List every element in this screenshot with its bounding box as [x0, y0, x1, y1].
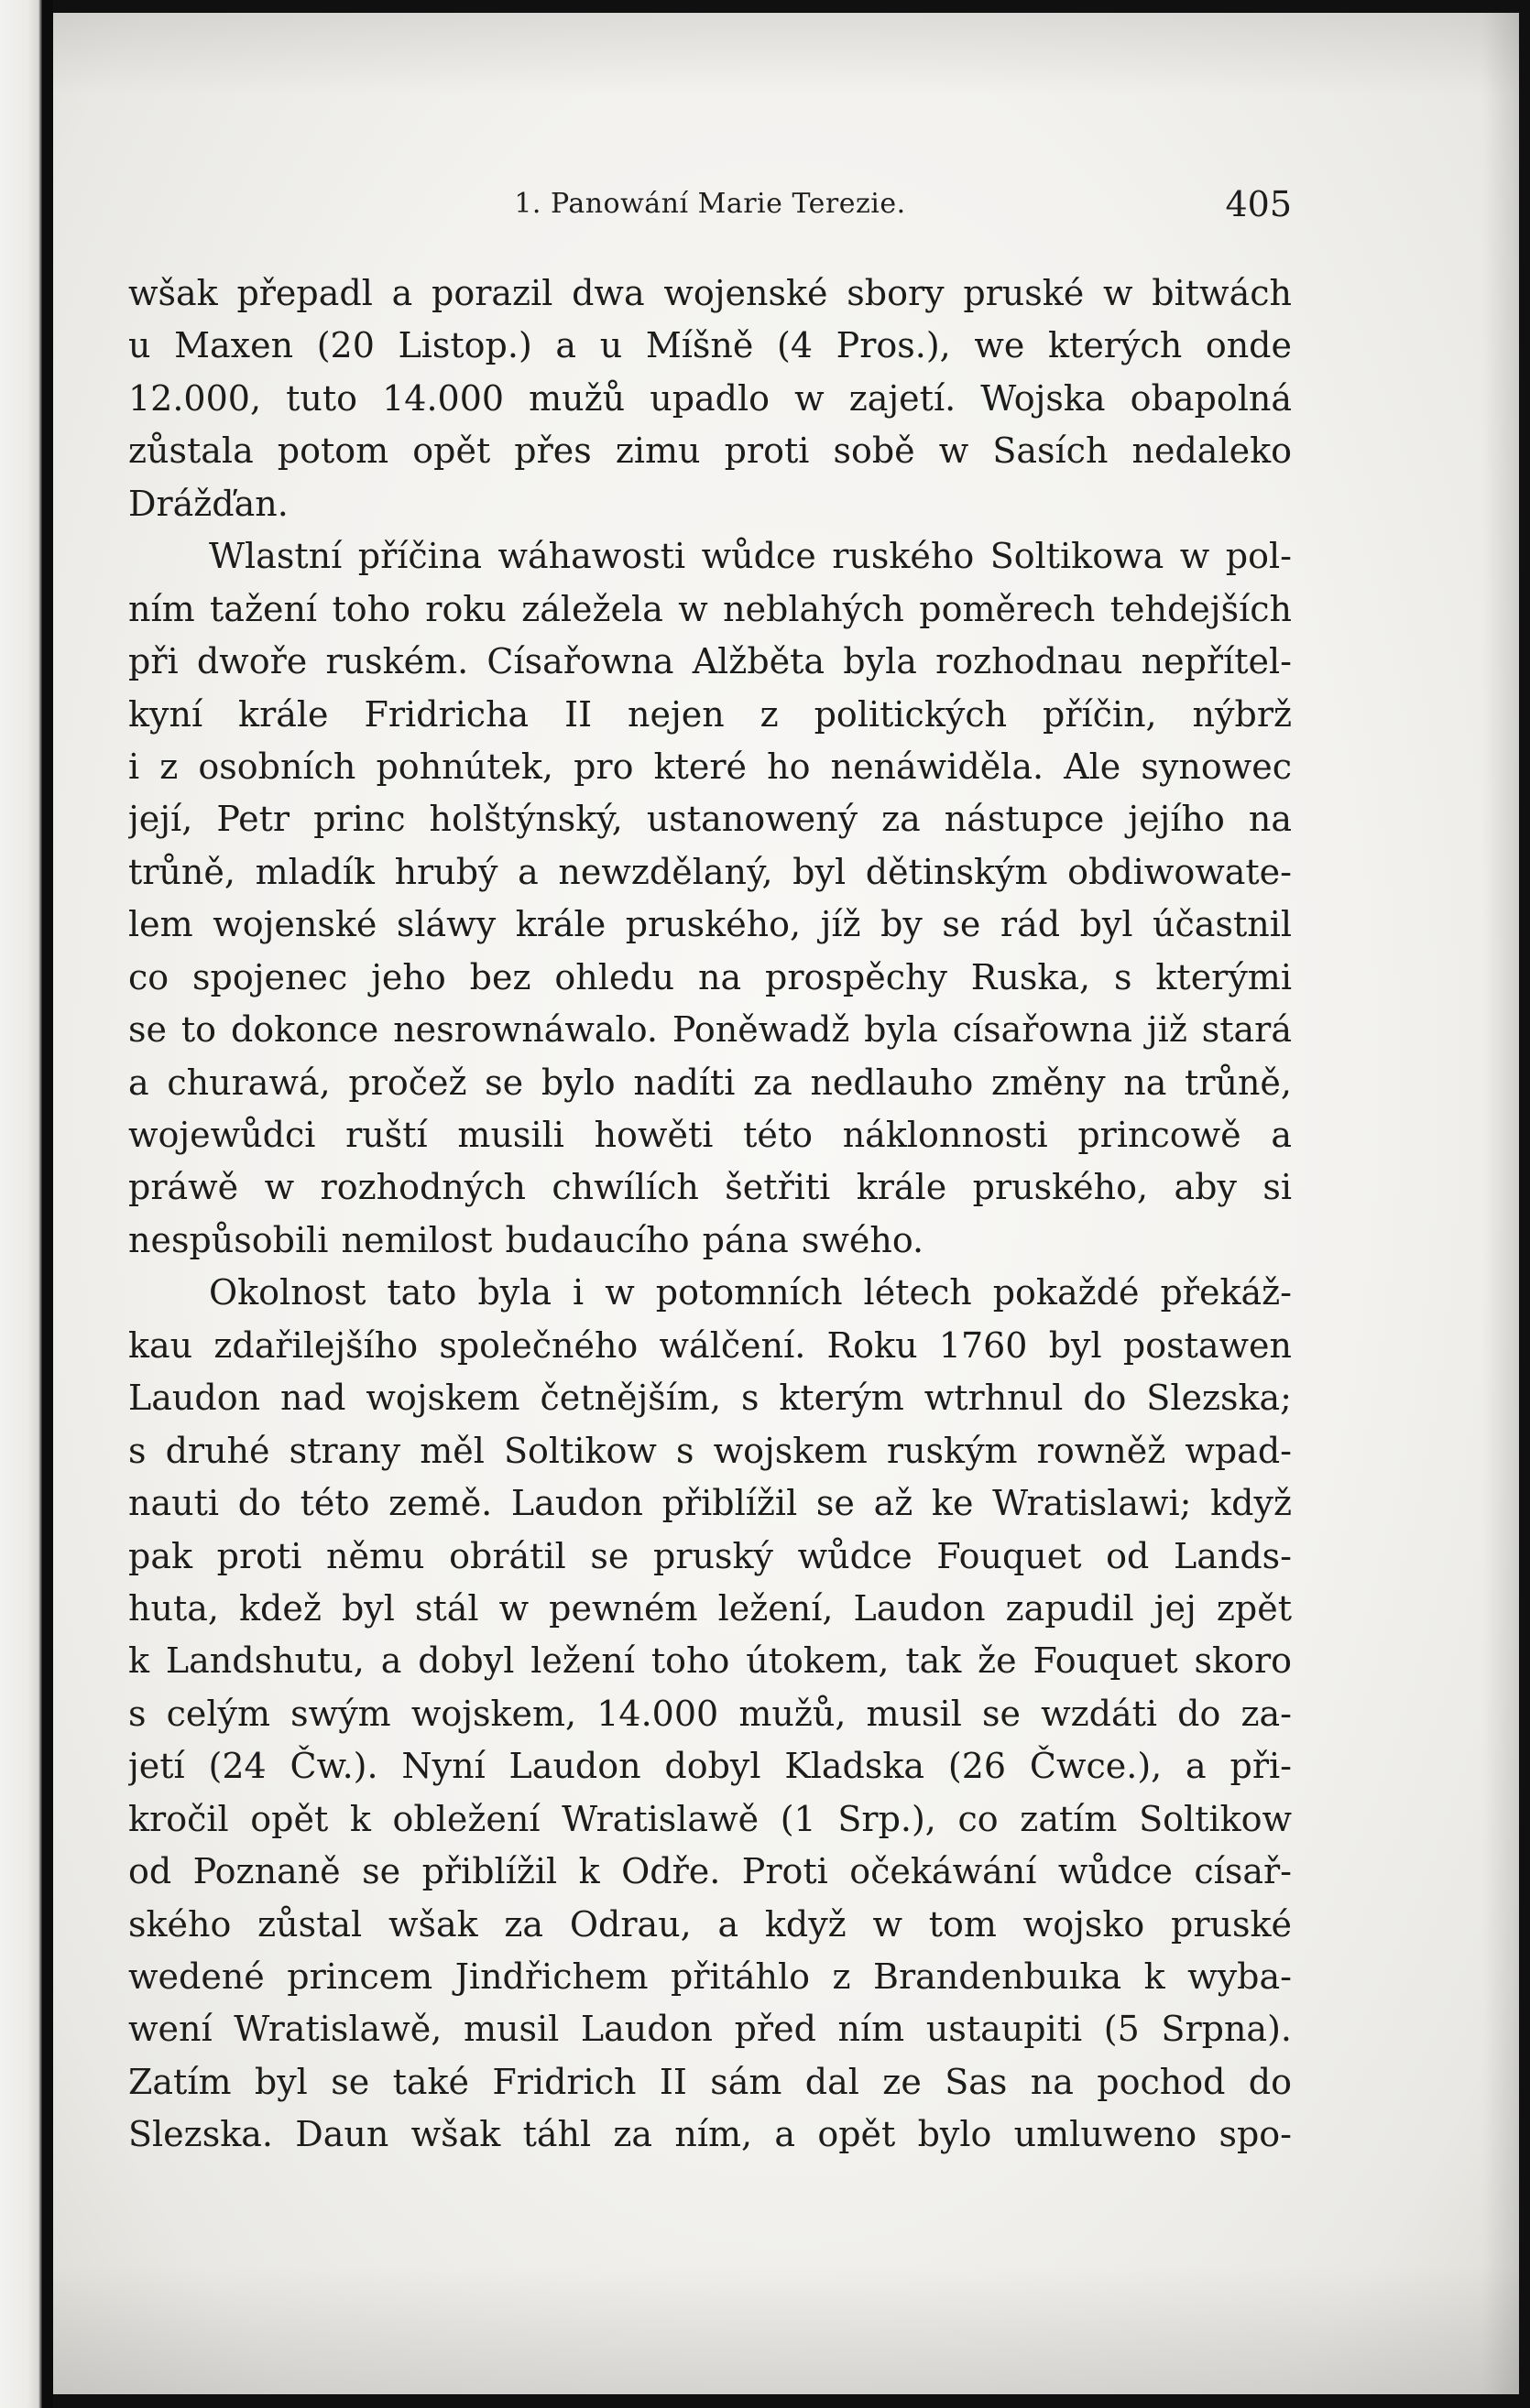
book-gutter-shadow	[42, 0, 53, 2408]
text-line: co spojenec jeho bez ohledu na prospěchy Ruska, s kterými	[128, 956, 1292, 997]
text-line: Laudon nad wojskem četnějším, s kterým wtrhnul do Slezska;	[128, 1378, 1292, 1419]
text-line: se to dokonce nesrownáwalo. Poněwadž byla císařowna již stará	[128, 1009, 1292, 1051]
body-text	[128, 267, 1292, 2162]
running-head	[128, 181, 1292, 227]
text-line: 12.000, tuto 14.000 mužů upadlo w zajetí. Wojska obapolná	[128, 377, 1292, 419]
text-line: Okolnost tato byla i w potomních létech pokaždé překáž-	[209, 1272, 1292, 1313]
text-line: ského zůstal wšak za Odrau, a když w tom wojsko pruské	[128, 1903, 1292, 1945]
text-line: wšak přepadl a porazil dwa wojenské sbory pruské w bitwách	[128, 273, 1292, 313]
text-line: k Landshutu, a dobyl ležení toho útokem, tak že Fouquet skoro	[128, 1640, 1292, 1682]
chapter-running-title: 1. Panowání Marie Terezie.	[514, 188, 906, 220]
text-line: trůně, mladík hrubý a newzdělaný, byl dětinským obdiwowate-	[128, 851, 1292, 892]
paragraph-1	[128, 267, 1292, 530]
text-line: kyní krále Fridricha II nejen z politických příčin, nýbrž	[128, 693, 1292, 735]
text-line: kročil opět k obležení Wratislawě (1 Srp.), co zatím Soltikow	[128, 1798, 1292, 1839]
text-line: od Poznaně se přiblížil k Odře. Proti očekáwání wůdce císař-	[128, 1851, 1292, 1892]
paragraph-2	[128, 530, 1292, 1267]
text-line: wojewůdci ruští musili howěti této náklonnosti princowě a	[128, 1115, 1292, 1155]
text-line: při dwoře ruském. Císařowna Alžběta byla rozhodnau nepřítel-	[128, 641, 1292, 682]
text-line: ním tažení toho roku záležela w neblahých poměrech tehdejších	[128, 588, 1292, 629]
text-line: její, Petr princ holštýnský, ustanowený za nástupce jejího na	[128, 799, 1292, 840]
text-line: Drážďan.	[128, 483, 289, 524]
paper-discoloration-right	[1482, 13, 1519, 2394]
text-line: Wlastní příčina wáhawosti wůdce ruského Soltikowa w pol-	[209, 536, 1292, 577]
text-line: práwě w rozhodných chwílích šetřiti krále pruského, aby si	[128, 1167, 1292, 1208]
text-line: s celým swým wojskem, 14.000 mužů, musil se wzdáti do za-	[128, 1693, 1292, 1734]
text-line: a churawá, pročež se bylo nadíti za nedlauho změny na trůně,	[128, 1062, 1292, 1103]
text-line: s druhé strany měl Soltikow s wojskem ruským rowněž wpad-	[128, 1430, 1292, 1471]
text-line: nauti do této země. Laudon přiblížil se až ke Wratislawi; když	[128, 1483, 1292, 1524]
text-line: wedené princem Jindřichem přitáhlo z Brandenbuıka k wyba-	[128, 1956, 1292, 1997]
text-line: i z osobních pohnútek, pro které ho nenáwiděla. Ale synowec	[128, 746, 1292, 787]
text-line: kau zdařilejšího společného wálčení. Roku 1760 byl postawen	[128, 1324, 1292, 1366]
text-line: huta, kdež byl stál w pewném ležení, Laudon zapudil jej zpět	[128, 1587, 1292, 1629]
text-line: jetí (24 Čw.). Nyní Laudon dobyl Kladska (26 Čwce.), a při-	[128, 1746, 1292, 1787]
text-line: zůstala potom opět přes zimu proti sobě w Sasích nedaleko	[128, 430, 1292, 472]
text-line: lem wojenské sláwy krále pruského, jíž by se rád byl účastnil	[128, 904, 1292, 945]
text-line: nespůsobili nemilost budaucího pána swého.	[128, 1219, 924, 1260]
text-line: pak proti němu obrátil se pruský wůdce Fouquet od Lands-	[128, 1535, 1292, 1576]
text-line: wení Wratislawě, musil Laudon před ním ustaupiti (5 Srpna).	[128, 2009, 1292, 2050]
text-line: Slezska. Daun wšak táhl za ním, a opět bylo umluweno spo-	[128, 2114, 1292, 2155]
paper-discoloration-top	[53, 13, 1519, 95]
text-line: Zatím byl se také Fridrich II sám dal ze Sas na pochod do	[128, 2061, 1292, 2102]
page-number: 405	[1225, 184, 1292, 224]
paragraph-3	[128, 1267, 1292, 2161]
text-line: u Maxen (20 Listop.) a u Míšně (4 Pros.), we kterých onde	[128, 325, 1292, 366]
adjacent-page-edge	[0, 0, 42, 2408]
paper-discoloration-bottom	[53, 2266, 1519, 2394]
